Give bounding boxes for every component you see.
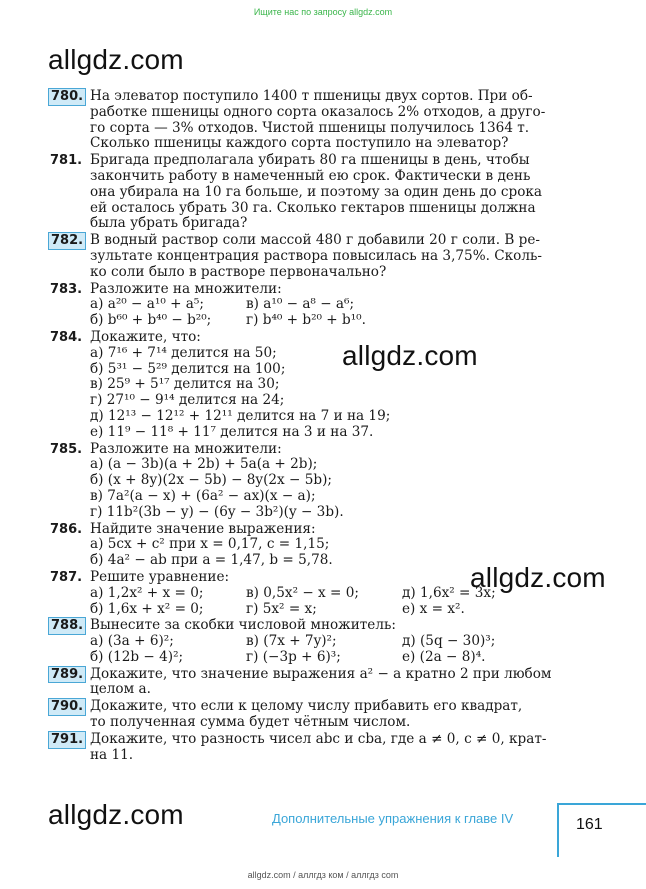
- exercise-text-line: работке пшеницы одного сорта оказалось 2% отходов, а друго-: [90, 103, 546, 120]
- exercise-number: 780.: [48, 88, 86, 106]
- exercise-item: а) 1,2x² + x = 0;: [90, 584, 204, 601]
- exercise-text-line: ко соли было в растворе первоначально?: [90, 263, 387, 280]
- exercise-number: 782.: [48, 232, 86, 250]
- exercise-number: 791.: [48, 731, 86, 749]
- exercise-item: в) 0,5x² − x = 0;: [246, 584, 359, 601]
- exercise-text-line: б) 5³¹ − 5²⁹ делится на 100;: [90, 360, 286, 377]
- exercise-text-line: Докажите, что:: [90, 328, 201, 345]
- exercise-number: 781.: [50, 153, 83, 169]
- exercise-text-line: зультате концентрация раствора повысилась на 3,75%. Сколь-: [90, 247, 542, 264]
- bottom-banner[interactable]: allgdz.com / аллгдз ком / аллгдз com: [247, 870, 399, 880]
- exercise-text-line: закончить работу в намеченный ею срок. Фактически в день: [90, 167, 531, 184]
- exercise: [50, 667, 560, 699]
- exercise-text-line: д) 12¹³ − 12¹² + 12¹¹ делится на 7 и на 19;: [90, 407, 391, 424]
- page-number: 161: [576, 816, 603, 833]
- exercise-items: [90, 634, 560, 666]
- exercise-text-line: Бригада предполагала убирать 80 га пшеницы в день, чтобы: [90, 152, 530, 169]
- exercise-number: 789.: [48, 666, 86, 684]
- exercise-text-line: в) 7a²(a − x) + (6a² − ax)(x − a);: [90, 487, 316, 504]
- exercise-item: г) (−3p + 6)³;: [246, 648, 341, 665]
- exercise: [50, 153, 560, 232]
- exercise-text-line: Докажите, что значение выражения a² − a кратно 2 при любом: [90, 665, 552, 682]
- footer-divider: [557, 805, 559, 857]
- exercise-number: 783.: [50, 281, 83, 297]
- exercise-text-line: Найдите значение выражения:: [90, 520, 316, 537]
- exercise: [50, 522, 560, 569]
- exercise-text-line: а) 5cx + c² при x = 0,17, c = 1,15;: [90, 536, 330, 553]
- exercise-item: д) 1,6x² = 3x;: [402, 584, 496, 601]
- exercise-text-line: е) 11⁹ − 11⁸ + 11⁷ делится на 3 и на 37.: [90, 423, 374, 440]
- exercise-text-line: Сколько пшеницы каждого сорта поступило на элеватор?: [90, 135, 509, 152]
- exercise: [50, 330, 560, 441]
- exercise-text-line: а) (a − 3b)(a + 2b) + 5a(a + 2b);: [90, 456, 318, 473]
- watermark: allgdz.com: [48, 799, 184, 830]
- exercise-item: в) (7x + 7y)²;: [246, 633, 337, 650]
- exercise-item: а) a²⁰ − a¹⁰ + a⁵;: [90, 296, 204, 313]
- footer-divider: [557, 803, 646, 805]
- exercise-text-line: а) 7¹⁶ + 7¹⁴ делится на 50;: [90, 344, 277, 361]
- exercise: [50, 618, 560, 665]
- exercise-item: в) a¹⁰ − a⁸ − a⁶;: [246, 296, 355, 313]
- exercise-number: 784.: [50, 329, 83, 345]
- exercise-item: а) (3a + 6)²;: [90, 633, 174, 650]
- exercise-item: г) 5x² = x;: [246, 600, 317, 617]
- exercise-text-line: Разложите на множители:: [90, 280, 282, 297]
- exercise-text-line: б) (x + 8y)(2x − 5b) − 8y(2x − 5b);: [90, 472, 332, 489]
- exercise-text-line: ей осталось убрать 30 га. Сколько гектаров пшеницы должна: [90, 199, 536, 216]
- exercise-number: 788.: [48, 617, 86, 635]
- exercise-text-line: целом a.: [90, 681, 151, 698]
- exercise: [50, 89, 560, 152]
- exercise-text-line: На элеватор поступило 1400 т пшеницы двух сортов. При об-: [90, 88, 533, 104]
- exercise: [50, 699, 560, 731]
- exercise-text-line: г) 27¹⁰ − 9¹⁴ делится на 24;: [90, 392, 285, 409]
- top-banner[interactable]: Ищите нас по запросу allgdz.com: [253, 7, 393, 17]
- exercise: [50, 570, 560, 617]
- exercise-text-line: б) 4a² − ab при a = 1,47, b = 5,78.: [90, 552, 333, 569]
- exercise-text-line: то полученная сумма будет чётным числом.: [90, 714, 411, 731]
- exercise-items: [90, 586, 560, 618]
- section-title: Дополнительные упражнения к главе IV: [272, 811, 514, 826]
- exercise-number: 786.: [50, 521, 83, 537]
- exercise-text-line: в) 25⁹ + 5¹⁷ делится на 30;: [90, 376, 280, 393]
- exercise-text-line: Решите уравнение:: [90, 568, 230, 585]
- watermark: allgdz.com: [48, 44, 184, 75]
- exercise-item: б) 1,6x + x² = 0;: [90, 600, 204, 617]
- exercise: [50, 732, 560, 764]
- exercise-item: е) (2a − 8)⁴.: [402, 648, 486, 665]
- exercise-item: б) b⁶⁰ + b⁴⁰ − b²⁰;: [90, 312, 212, 329]
- exercise-items: [90, 297, 560, 329]
- exercise-list: [50, 89, 560, 764]
- exercise-number: 790.: [48, 698, 86, 716]
- exercise-text-line: была убрать бригада?: [90, 215, 248, 232]
- exercise-text-line: г) 11b²(3b − y) − (6y − 3b²)(y − 3b).: [90, 503, 344, 520]
- watermark: allgdz.com: [470, 562, 606, 593]
- exercise-item: д) (5q − 30)³;: [402, 633, 496, 650]
- exercise-item: е) x = x².: [402, 600, 465, 617]
- exercise-text-line: она убирала на 10 га больше, и поэтому за один день до срока: [90, 183, 543, 200]
- watermark: allgdz.com: [342, 340, 478, 371]
- exercise: [50, 282, 560, 329]
- exercise: [50, 442, 560, 521]
- exercise-number: 785.: [50, 441, 83, 457]
- exercise-text-line: Вынесите за скобки числовой множитель:: [90, 617, 396, 634]
- exercise-text-line: В водный раствор соли массой 480 г добавили 20 г соли. В ре-: [90, 232, 540, 249]
- exercise-text-line: Разложите на множители:: [90, 440, 282, 457]
- exercise-text-line: го сорта — 3% отходов. Чистой пшеницы получилось 1364 т.: [90, 119, 530, 136]
- exercise-item: г) b⁴⁰ + b²⁰ + b¹⁰.: [246, 312, 366, 329]
- exercise-text-line: Докажите, что если к целому числу прибавить его квадрат,: [90, 698, 523, 715]
- exercise-item: б) (12b − 4)²;: [90, 648, 184, 665]
- exercise-text-line: на 11.: [90, 746, 134, 763]
- exercise-number: 787.: [50, 569, 83, 585]
- exercise-text-line: Докажите, что разность чисел abc и cba, где a ≠ 0, c ≠ 0, крат-: [90, 730, 547, 747]
- exercise: [50, 233, 560, 280]
